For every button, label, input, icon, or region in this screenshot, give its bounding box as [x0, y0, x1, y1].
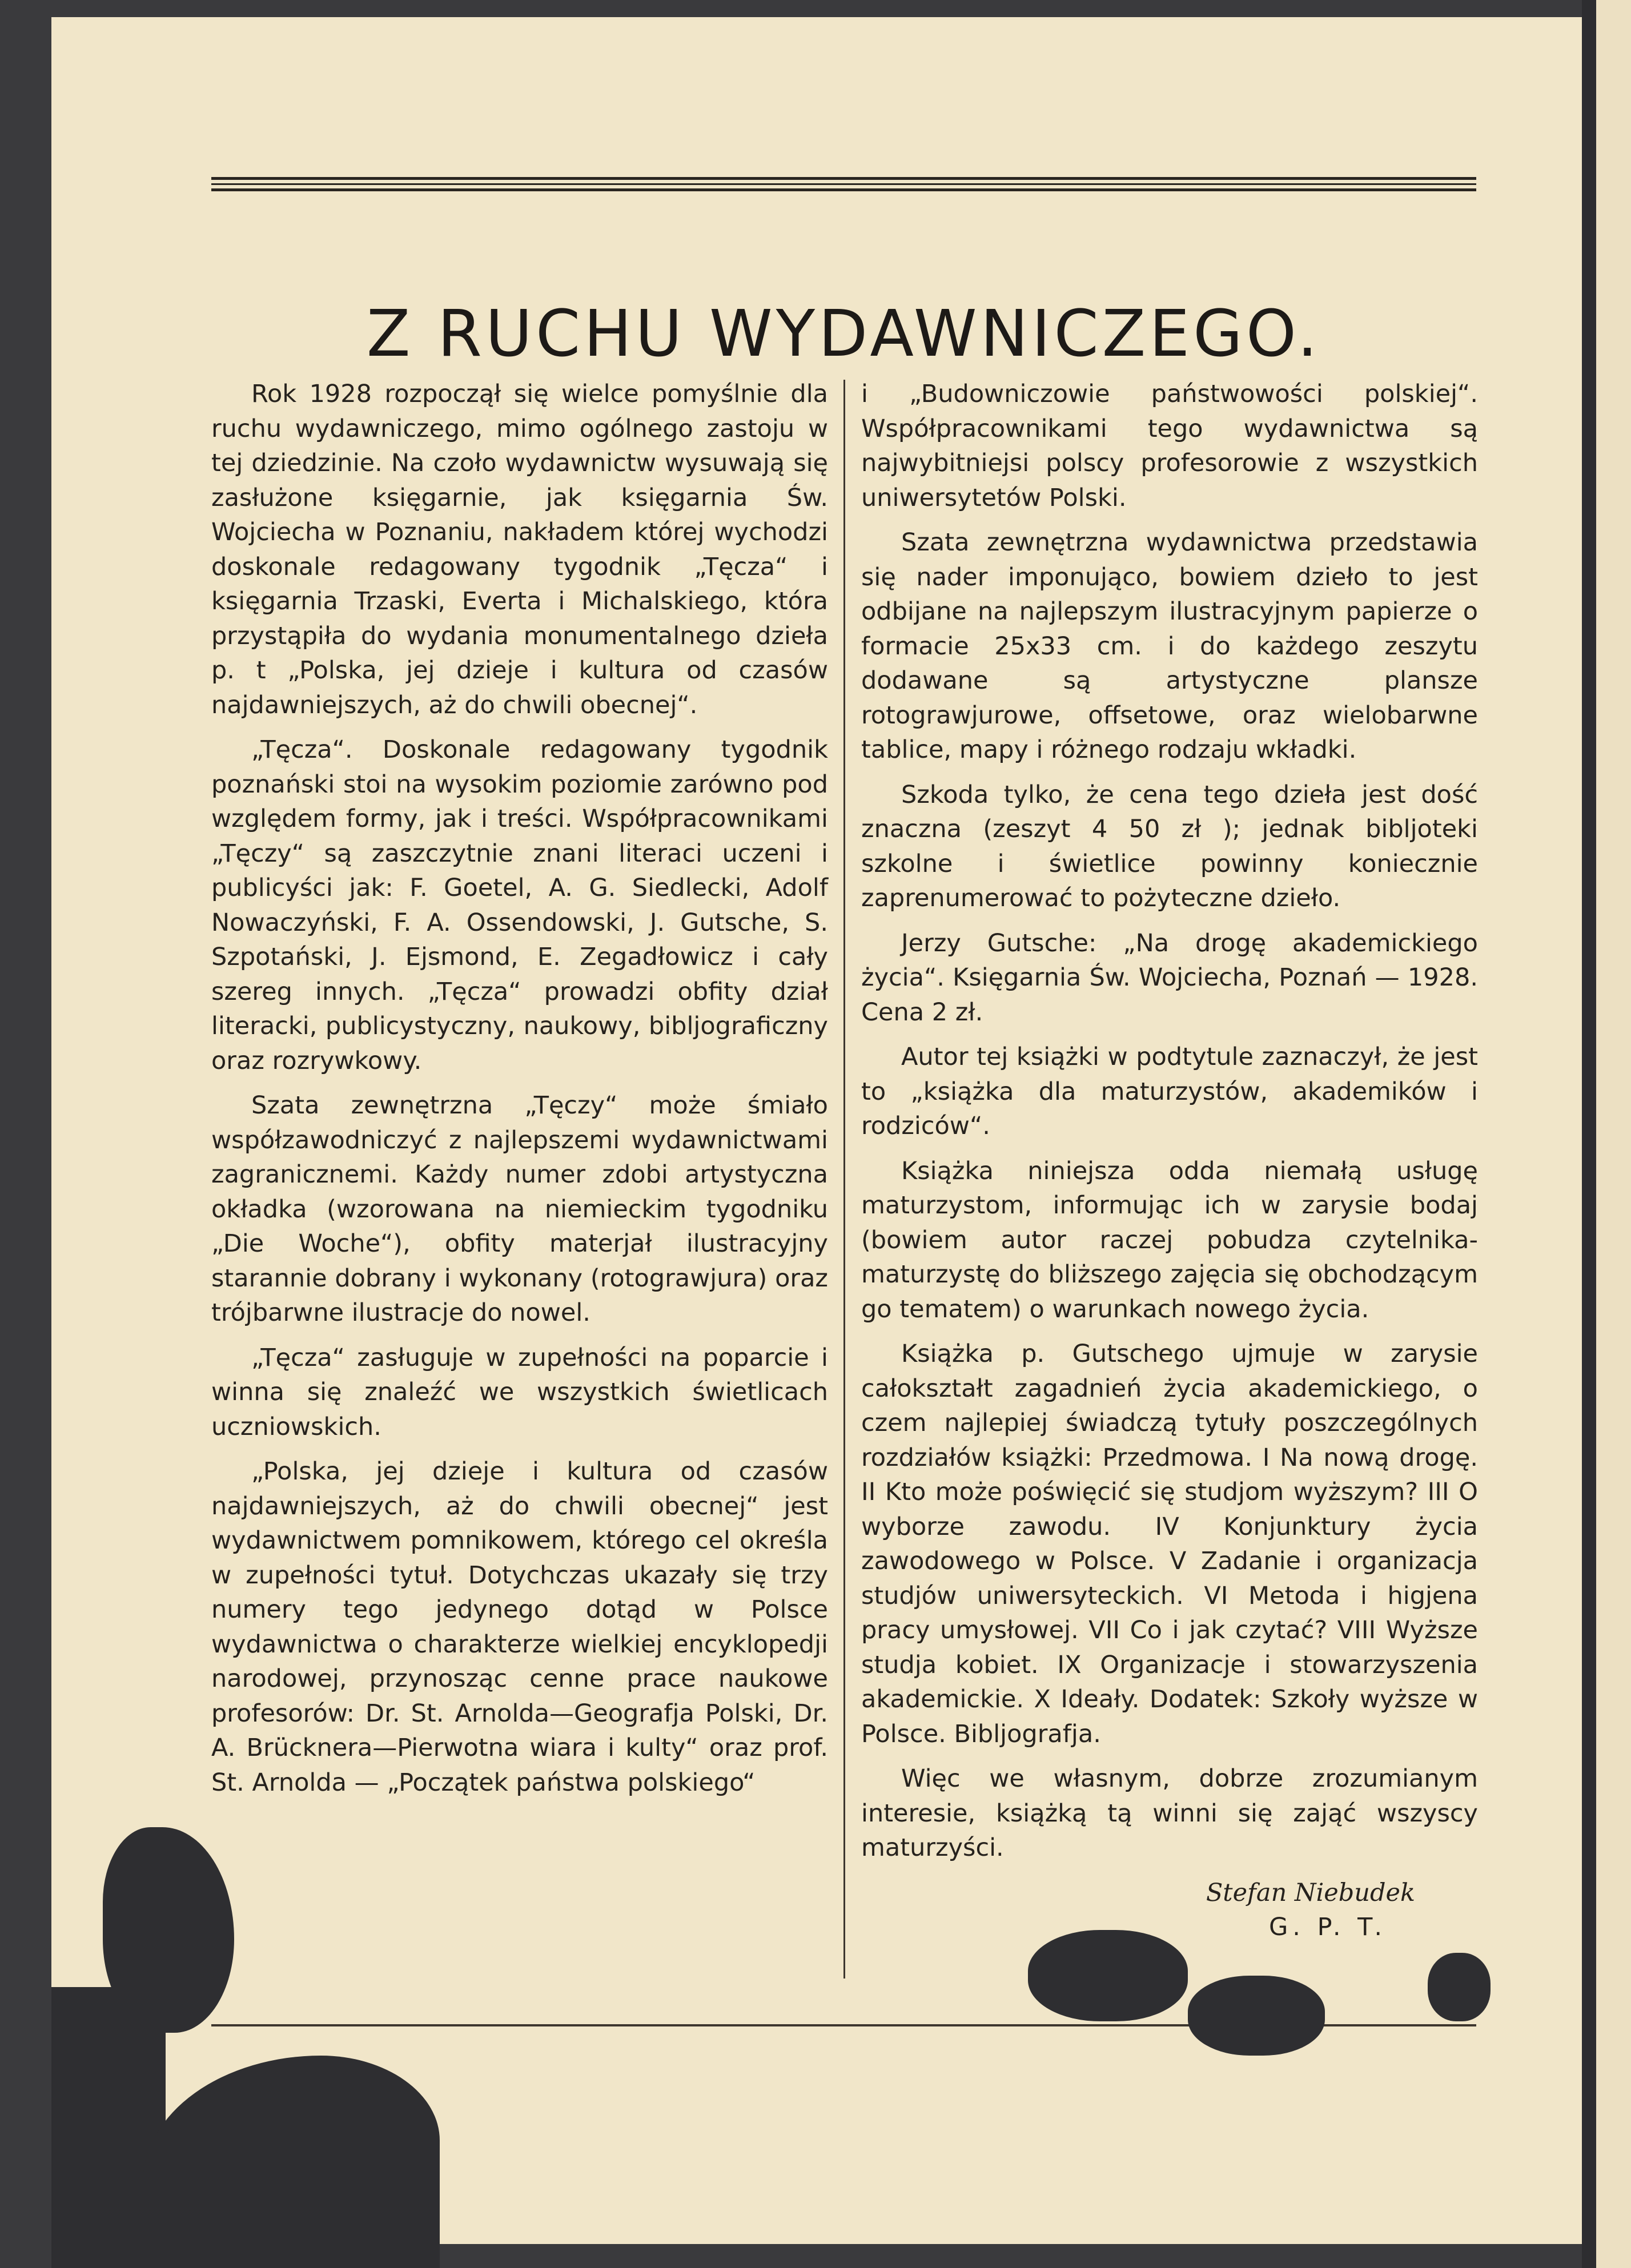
- paragraph: Szata zewnętrzna „Tęczy“ może śmiało współzawodniczyć z najlepszemi wydawnictwami zagranicznemi. Każdy numer zdobi artystyczna okładka (wzorowana na niemieckim tygodniku „Die Woche“), obfity materjał ilustracyjny starannie dobrany i wykonany (rotograwjura) oraz trójbarwne ilustracje do nowel.: [211, 1091, 828, 1327]
- paragraph: Więc we własnym, dobrze zrozumianym interesie, książką tą winni się zająć wszyscy maturzyści.: [861, 1764, 1478, 1862]
- paragraph: Książka niniejsza odda niemałą usługę maturzystom, informując ich w zarysie bodaj (bowiem autor raczej pobudza czytelnika-maturzystę do bliższego zajęcia się obchodzącym go tematem) o warunkach nowego życia.: [861, 1156, 1478, 1324]
- paragraph: „Tęcza“ zasługuje w zupełności na poparcie i winna się znaleźć we wszystkich świetlicach uczniowskich.: [211, 1343, 828, 1441]
- signature: Stefan Niebudek: [1206, 1878, 1415, 1907]
- header-rule: [211, 188, 1476, 191]
- paragraph: Jerzy Gutsche: „Na drogę akademickiego życia“. Księgarnia Św. Wojciecha, Poznań — 1928. Cena 2 zł.: [861, 928, 1478, 1027]
- paragraph: i „Budowniczowie państwowości polskiej“. Współpracownikami tego wydawnictwa są najwybitniejsi polscy profesorowie z wszystkich uniwersytetów Polski.: [861, 380, 1478, 512]
- left-column: [211, 377, 828, 1810]
- paragraph: Szkoda tylko, że cena tego dzieła jest dość znaczna (zeszyt 4 50 zł ); jednak bibljoteki szkolne i świetlice powinny koniecznie zaprenumerować to pożyteczne dzieło.: [861, 780, 1478, 912]
- paragraph: „Polska, jej dzieje i kultura od czasów najdawniejszych, aż do chwili obecnej“ jest wydawnictwem pomnikowem, którego cel określa w zupełności tytuł. Dotychczas ukazały się trzy numery tego jedynego dotąd w Polsce wydawnictwa o charakterze wielkiej encyklopedji narodowej, przynosząc cenne prace naukowe profesorów: Dr. St. Arnolda—Geografja Polski, Dr. A. Brücknera—Pierwotna wiara i kulty“ oraz prof. St. Arnolda — „Początek państwa polskiego“: [211, 1457, 828, 1797]
- paragraph: Szata zewnętrzna wydawnictwa przedstawia się nader imponująco, bowiem dzieło to jest odbijane na najlepszym ilustracyjnym papierze o formacie 25x33 cm. i do każdego zeszytu dodawane są artystyczne plansze rotograwjurowe, offsetowe, oraz wielobarwne tablice, mapy i różnego rodzaju wkładki.: [861, 528, 1478, 764]
- adjacent-page-edge: [1596, 0, 1631, 2268]
- paper-damage: [1028, 1930, 1188, 2021]
- paper-damage: [1428, 1953, 1491, 2021]
- paragraph: Autor tej książki w podtytule zaznaczył, że jest to „książka dla maturzystów, akademików i rodziców“.: [861, 1043, 1478, 1140]
- right-column: [861, 377, 1478, 1945]
- header-rule: [211, 177, 1476, 180]
- article-title: Z RUCHU WYDAWNICZEGO.: [366, 297, 1321, 372]
- header-rule: [211, 183, 1476, 185]
- paragraph: Rok 1928 rozpoczął się wielce pomyślnie dla ruchu wydawniczego, mimo ogólnego zastoju w tej dziedzinie. Na czoło wydawnictw wysuwają się zasłużone księgarnie, jak księgarnia Św. Wojciecha w Poznaniu, nakładem której wychodzi doskonale redagowany tygodnik „Tęcza“ i księgarnia Trzaski, Everta i Michalskiego, która przystąpiła do wydania monumentalnego dzieła p. t „Polska, jej dzieje i kultura od czasów najdawniejszych, aż do chwili obecnej“.: [211, 380, 828, 719]
- paper-damage: [1188, 1976, 1325, 2056]
- paragraph: Książka p. Gutschego ujmuje w zarysie całokształt zagadnień życia akademickiego, o czem najlepiej świadczą tytuły poszczególnych rozdziałów książki: Przedmowa. I Na nową drogę. II Kto może poświęcić się studjom wyższym? III O wyborze zawodu. IV Konjunktury życia zawodowego w Polsce. V Zadanie i organizacja studjów uniwersyteckich. VI Metoda i higjena pracy umysłowej. VII Co i jak czytać? VIII Wyższe studja kobiet. IX Organizacje i stowarzyszenia akademickie. X Ideały. Dodatek: Szkoły wyższe w Polsce. Bibljografja.: [861, 1340, 1478, 1748]
- signature-initials: G. P. T.: [1268, 1913, 1387, 1941]
- paragraph: „Tęcza“. Doskonale redagowany tygodnik poznański stoi na wysokim poziomie zarówno pod względem formy, jak i treści. Współpracownikami „Tęczy“ są zaszczytnie znani literaci uczeni i publicyści jak: F. Goetel, A. G. Siedlecki, Adolf Nowaczyński, F. A. Ossendowski, J. Gutsche, S. Szpotański, J. Ejsmond, E. Zegadłowicz i cały szereg innych. „Tęcza“ prowadzi obfity dział literacki, publicystyczny, naukowy, bibljograficzny oraz rozrywkowy.: [211, 735, 828, 1075]
- page-gutter: [1582, 0, 1596, 2268]
- header-rules: [211, 177, 1476, 195]
- column-divider: [843, 380, 845, 1979]
